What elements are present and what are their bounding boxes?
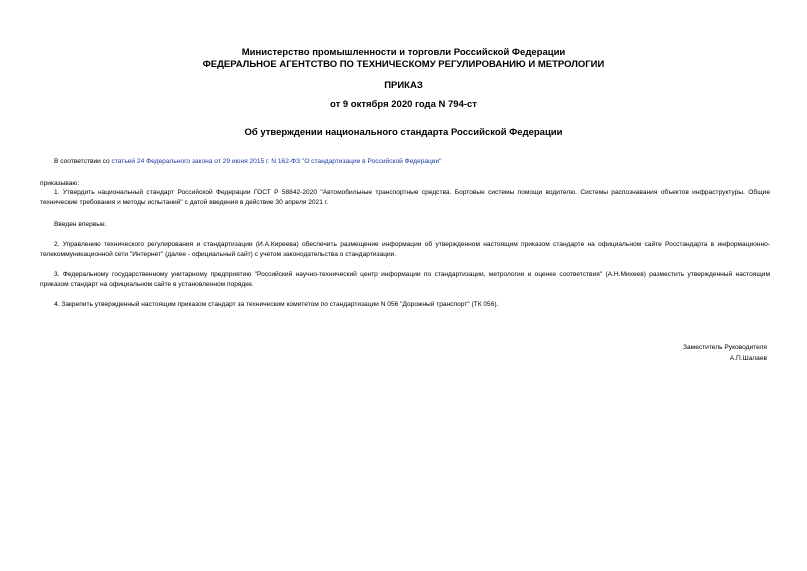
document-type: ПРИКАЗ xyxy=(384,80,423,91)
ministry-title: Министерство промышленности и торговли Российской Федерации xyxy=(241,47,566,58)
document-date-number: от 9 октября 2020 года N 794-ст xyxy=(330,99,477,110)
item-2-paragraph: 2. Управлению технического регулирования и стандартизации (И.А.Киреева) обеспечить размещение информации об утвержденном настоящим приказом стандарте на официальном сайте Росстандарта в информационно-телекоммуникационной сети "Интернет" (далее - официальный сайт) с учетом законодательства о стандартизации. xyxy=(40,241,770,258)
intro-prefix: В соответствии со xyxy=(54,158,112,165)
document-subject: Об утверждении национального стандарта Российской Федерации xyxy=(244,127,563,138)
order-word: приказываю: xyxy=(40,180,80,187)
intro-paragraph xyxy=(40,157,770,167)
introduced-note: Введен впервые. xyxy=(54,221,107,228)
agency-title: ФЕДЕРАЛЬНОЕ АГЕНТСТВО ПО ТЕХНИЧЕСКОМУ РЕГУЛИРОВАНИЮ И МЕТРОЛОГИИ xyxy=(202,59,605,70)
item-4-paragraph: 4. Закрепить утвержденный настоящим приказом стандарт за техническим комитетом по стандартизации N 056 "Дорожный транспорт" (ТК 056). xyxy=(54,301,499,308)
federal-law-link[interactable]: статьей 24 Федерального закона от 29 июня 2015 г. N 162-ФЗ "О стандартизации в Российской Федерации" xyxy=(111,158,442,165)
item-3-paragraph: 3. Федеральному государственному унитарному предприятию "Российский научно-технический центр информации по стандартизации, метрологии и оценке соответствия" (А.Н.Михеев) разместить утвержденный настоящим приказом стандарт на официальном сайте в установленном порядке. xyxy=(40,271,770,288)
signatory-name: А.П.Шалаев xyxy=(729,355,767,362)
signatory-position: Заместитель Руководителя xyxy=(683,344,767,351)
item-1-paragraph: 1. Утвердить национальный стандарт Российской Федерации ГОСТ Р 58842-2020 "Автомобильные транспортные средства. Бортовые системы помощи водителю. Системы распознавания объектов инфраструктуры. Общие технические требования и методы испытаний" с датой введения в действие 30 апреля 2021 г. xyxy=(40,189,770,206)
